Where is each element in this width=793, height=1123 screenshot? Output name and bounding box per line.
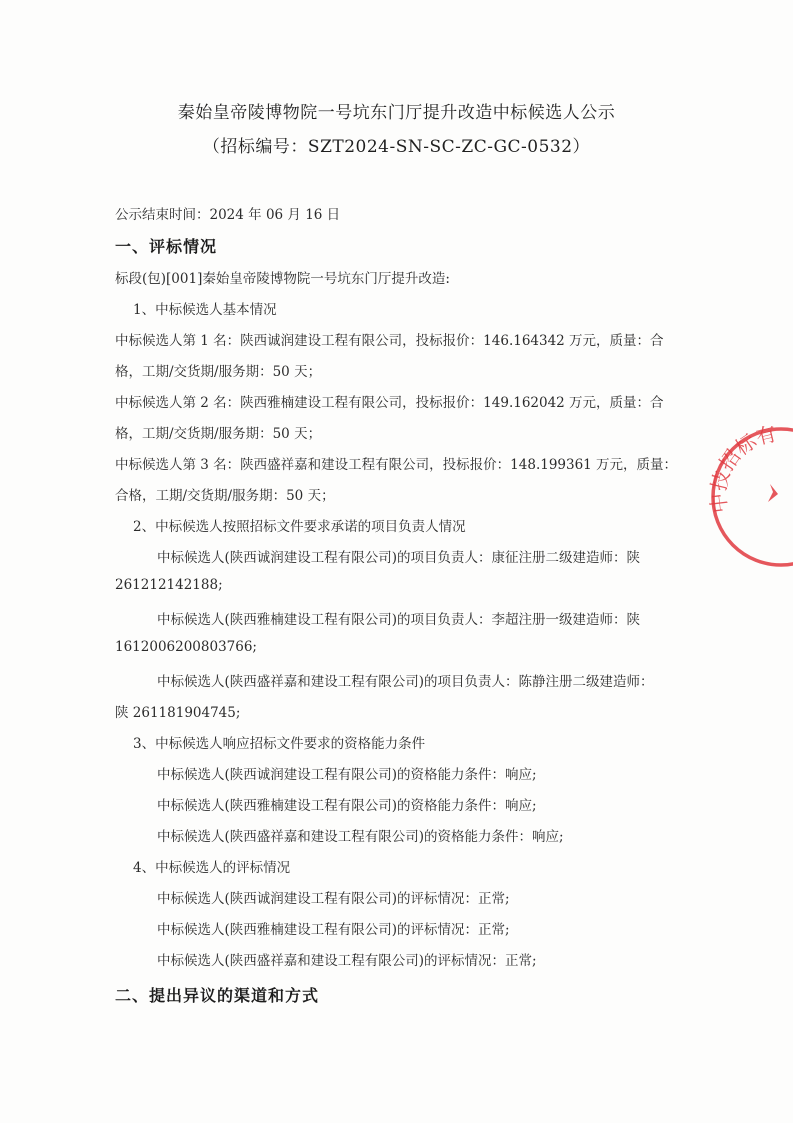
candidate-1-line-1: 中标候选人第 1 名：陕西诚润建设工程有限公司，投标报价：146.164342 万元，质量：合 [115,333,664,349]
manager-2-line-1: 中标候选人(陕西雅楠建设工程有限公司)的项目负责人：李超注册一级建造师：陕 [157,612,641,628]
subsection-heading-4: 4、中标候选人的评标情况 [133,860,291,876]
section-heading-evaluation: 一、评标情况 [115,237,218,256]
company-seal-stamp [706,422,793,572]
candidate-1-line-2: 格，工期/交货期/服务期：50 天； [115,364,322,380]
candidate-3-line-2: 合格，工期/交货期/服务期：50 天； [115,488,335,504]
subsection-heading-1: 1、中标候选人基本情况 [133,302,277,318]
subsection-heading-2: 2、中标候选人按照招标文件要求承诺的项目负责人情况 [133,519,466,535]
tender-number: （招标编号：SZT2024-SN-SC-ZC-GC-0532） [202,137,591,157]
document-title: 秦始皇帝陵博物院一号坑东门厅提升改造中标候选人公示 [177,103,616,123]
evaluation-3: 中标候选人(陕西盛祥嘉和建设工程有限公司)的评标情况：正常; [157,953,537,969]
subsection-heading-3: 3、中标候选人响应招标文件要求的资格能力条件 [133,736,426,752]
svg-text:中技招标有 [706,422,779,514]
manager-2-line-2: 1612006200803766; [115,639,257,655]
evaluation-2: 中标候选人(陕西雅楠建设工程有限公司)的评标情况：正常; [157,922,510,938]
candidate-2-line-2: 格，工期/交货期/服务期：50 天； [115,426,322,442]
manager-1-line-1: 中标候选人(陕西诚润建设工程有限公司)的项目负责人：康征注册二级建造师：陕 [157,550,641,566]
manager-3-line-1: 中标候选人(陕西盛祥嘉和建设工程有限公司)的项目负责人：陈静注册二级建造师： [157,674,654,690]
qualification-3: 中标候选人(陕西盛祥嘉和建设工程有限公司)的资格能力条件：响应; [157,829,564,845]
candidate-3-line-1: 中标候选人第 3 名：陕西盛祥嘉和建设工程有限公司，投标报价：148.199361 万元，质量： [115,457,678,473]
manager-3-line-2: 陕 261181904745; [115,705,241,721]
lot-line: 标段(包)[001]秦始皇帝陵博物院一号坑东门厅提升改造: [115,271,450,287]
seal-text: 中技招标有 [706,422,779,515]
evaluation-1: 中标候选人(陕西诚润建设工程有限公司)的评标情况：正常; [157,891,510,907]
manager-1-line-2: 261212142188; [115,577,223,593]
qualification-1: 中标候选人(陕西诚润建设工程有限公司)的资格能力条件：响应; [157,767,537,783]
publicity-end-date: 公示结束时间：2024 年 06 月 16 日 [115,207,341,223]
candidate-2-line-1: 中标候选人第 2 名：陕西雅楠建设工程有限公司，投标报价：149.162042 万元，质量：合 [115,395,664,411]
qualification-2: 中标候选人(陕西雅楠建设工程有限公司)的资格能力条件：响应; [157,798,537,814]
section-heading-objection: 二、提出异议的渠道和方式 [115,986,320,1005]
